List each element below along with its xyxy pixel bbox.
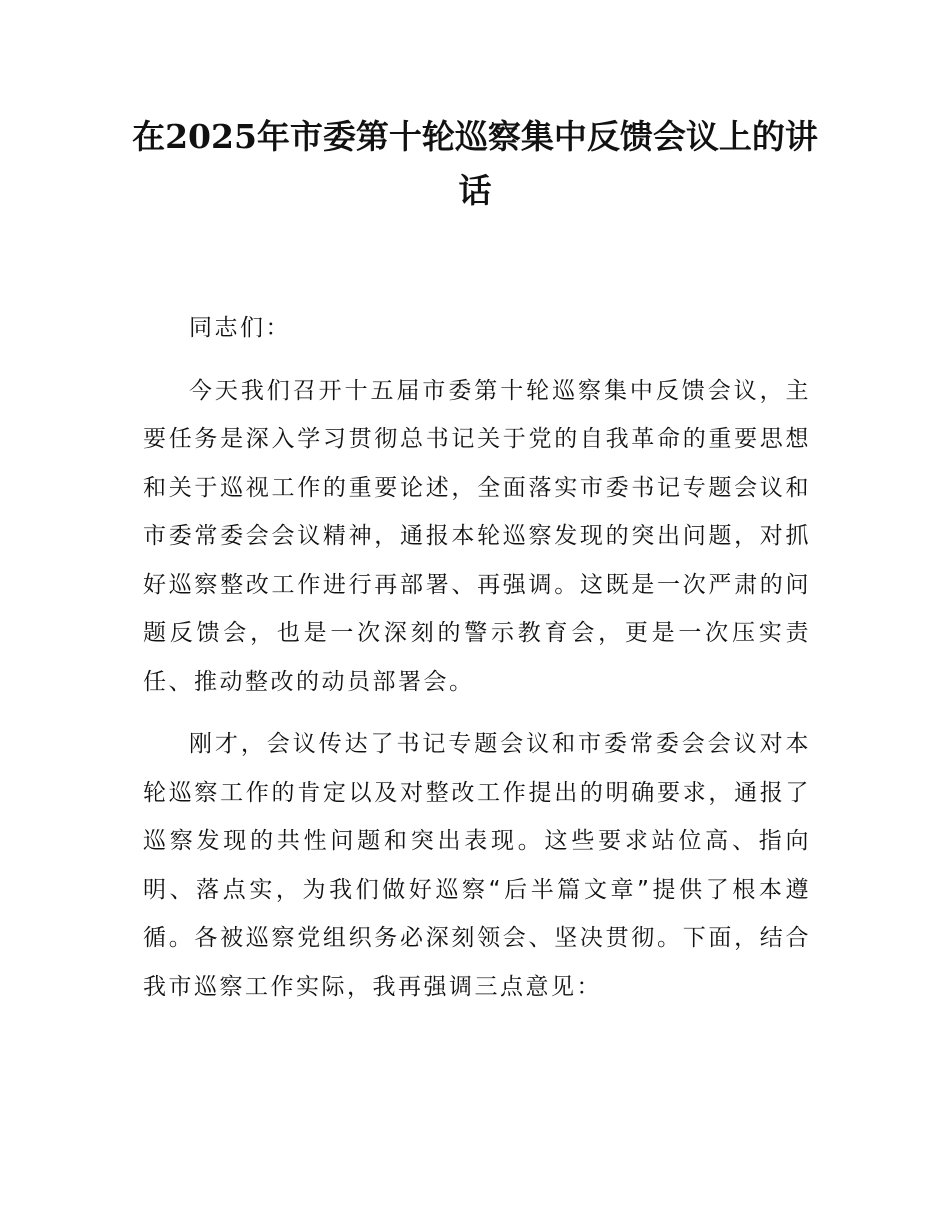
document-body [143,304,811,1025]
paragraph-1: 今天我们召开十五届市委第十轮巡察集中反馈会议，主要任务是深入学习贯彻总书记关于党的自我革命的重要思想和关于巡视工作的重要论述，全面落实市委书记专题会议和市委常委会会议精神，通报本轮巡察发现的突出问题，对抓好巡察整改工作进行再部署、再强调。这既是一次严肃的问题反馈会，也是一次深刻的警示教育会，更是一次压实责任、推动整改的动员部署会。 [143,377,811,695]
salutation: 同志们： [189,315,291,341]
document-title: 在2025年市委第十轮巡察集中反馈会议上的讲话 [132,117,818,210]
paragraph-2: 刚才，会议传达了书记专题会议和市委常委会会议对本轮巡察工作的肯定以及对整改工作提出的明确要求，通报了巡察发现的共性问题和突出表现。这些要求站位高、指向明、落点实，为我们做好巡察“后半篇文章”提供了根本遵循。各被巡察党组织务必深刻领会、坚决贯彻。下面，结合我市巡察工作实际，我再强调三点意见： [143,731,811,1000]
